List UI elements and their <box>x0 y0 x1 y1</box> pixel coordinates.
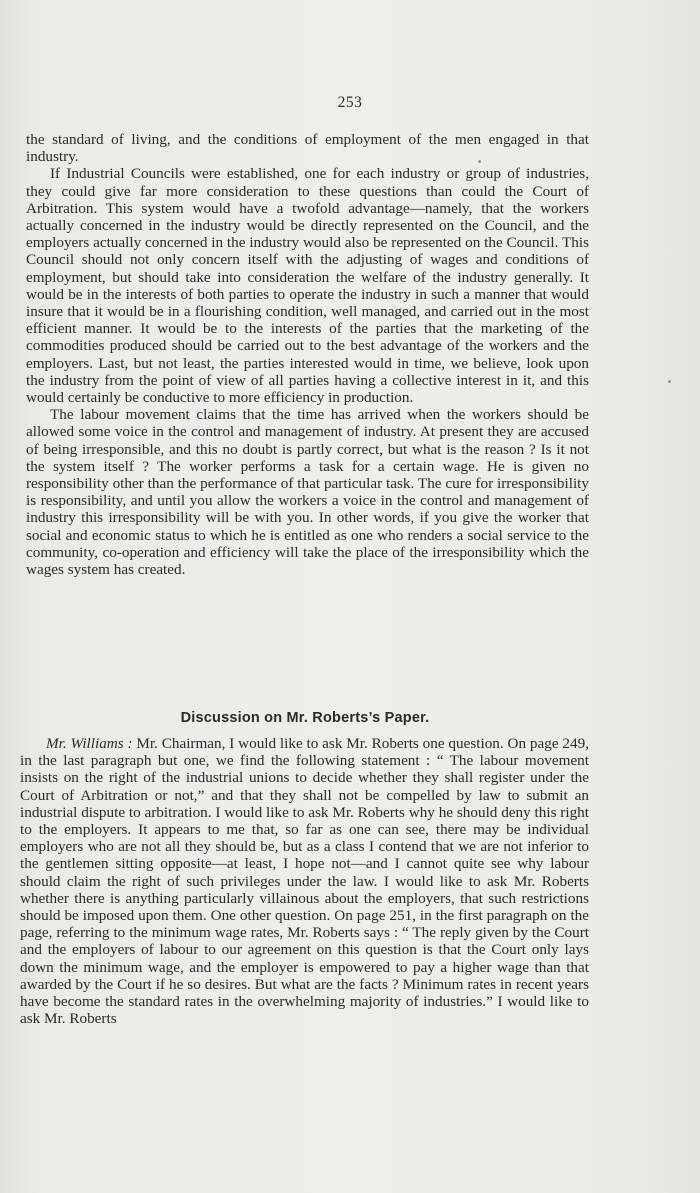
discussion-paragraph <box>20 735 589 1027</box>
paragraph-labour-movement: The labour movement claims that the time has arrived when the workers should be allowed some voice in the control and management of industry. At present they are accused of being irresponsible, and this no doubt is partly correct, but what is the reason ? Is it not the system itself ? The worker performs a task for a certain wage. He is given no responsibility other than the performance of that particular task. The cure for irresponsibility is responsibility, and until you allow the workers a voice in the control and management of industry this irresponsibility will be with you. In other words, if you give the worker that social and economic status to which he is entitled as one who renders a social service to the community, co-operation and efficiency will take the place of the irresponsibility which the wages system has created. <box>26 406 589 579</box>
speaker-name: Mr. Williams : <box>46 735 133 752</box>
paragraph-industrial-councils: If Industrial Councils were established, one for each industry or group of industries, they could give far more consideration to these questions than could the Court of Arbitration. This system would have a twofold advantage—namely, that the workers actually concerned in the industry would be directly represented on the Council, and the employers actually concerned in the industry would also be represented on the Council. This Council should not only concern itself with the adjusting of wages and conditions of employment, but should take into consideration the welfare of the industry generally. It would be in the interests of both parties to operate the industry in such a manner that would insure that it would be in a flourishing condition, well managed, and carried out in the most efficient manner. It would be to the interests of the parties that the marketing of the commodities produced should be carried out to the best advantage of the workers and the employers. Last, but not least, the parties interested would in time, we believe, look upon the industry from the point of view of all parties having a collective interest in it, and this would certainly be conductive to more efficiency in production. <box>26 165 589 407</box>
discussion-body <box>20 735 589 1027</box>
discussion-heading: Discussion on Mr. Roberts’s Paper. <box>180 710 430 726</box>
paper-speck <box>668 380 671 383</box>
page-number: 253 <box>337 94 363 111</box>
paragraph-continued: the standard of living, and the conditions of employment of the men engaged in that industry. <box>26 131 589 166</box>
paper-speck <box>478 160 481 163</box>
discussion-text: Mr. Chairman, I would like to ask Mr. Roberts one question. On page 249, in the last paragraph but one, we find the following statement : “ The labour movement insists on the right of the industrial unions to decide whether they shall register under the Court of Arbitration or not,” and that they shall not be compelled by law to submit an industrial dispute to arbitration. I would like to ask Mr. Roberts why he should deny this right to the employers. It appears to me that, so far as one can see, there may be individual employers who are not all they should be, but as a class I contend that we are not inferior to the gentlemen sitting opposite—at least, I hope not—and I cannot quite see why labour should claim the right of such privileges under the law. I would like to ask Mr. Roberts whether there is anything particularly villainous about the employers, that such restrictions should be imposed upon them. One other question. On page 251, in the first paragraph on the page, referring to the minimum wage rates, Mr. Roberts says : “ The reply given by the Court and the employers of labour to our agreement on this question is that the Court only lays down the minimum wage, and the employer is empowered to pay a higher wage than that awarded by the Court if he so desires. But what are the facts ? Minimum rates in recent years have become the standard rates in the overwhelming majority of industries.” I would like to ask Mr. Roberts <box>20 735 589 1028</box>
paper-body <box>26 131 589 578</box>
